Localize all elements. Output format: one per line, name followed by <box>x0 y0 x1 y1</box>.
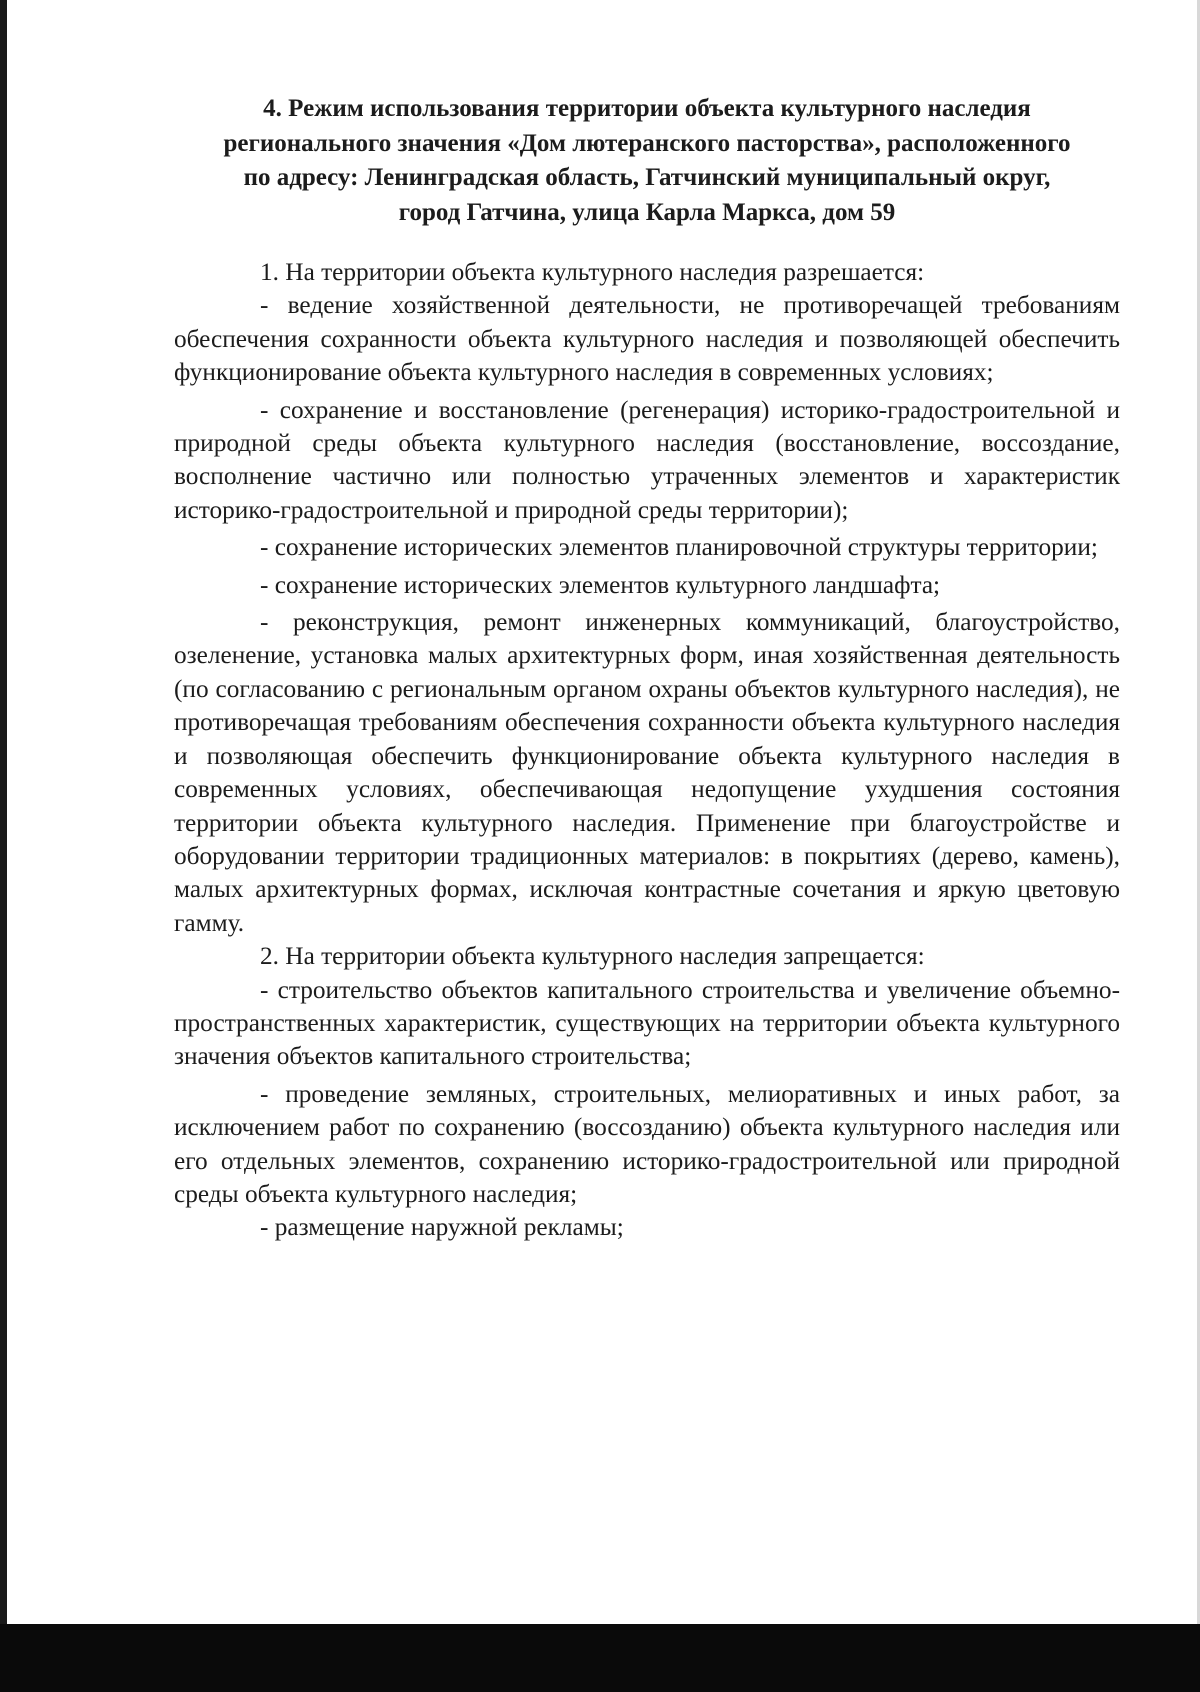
document-page <box>174 92 1120 1245</box>
section-1-item: - ведение хозяйственной деятельности, не противоречащей требованиям обеспечения сохранности объекта культурного наследия и позволяющей обеспечить функционирование объекта культурного наследия в современных условиях; <box>174 291 1120 387</box>
scan-border-bottom <box>0 1624 1200 1692</box>
section-2-item: - строительство объектов капитального строительства и увеличение объемно-пространственных характеристик, существующих на территории объекта культурного значения объектов капитального строительства; <box>174 975 1120 1071</box>
document-heading <box>174 92 1120 230</box>
section-1-title: 1. На территории объекта культурного наследия разрешается: <box>260 258 925 286</box>
scan-border-left <box>0 0 7 1692</box>
section-1-item: - сохранение и восстановление (регенерация) историко-градостроительной и природной среды объекта культурного наследия (восстановление, воссоздание, восполнение частично или полностью утраченных элементов и характеристик историко-градостроительной и природной среды территории); <box>174 395 1120 524</box>
document-body <box>174 256 1120 1245</box>
heading-line: город Гатчина, улица Карла Маркса, дом 59 <box>398 198 896 226</box>
heading-line: регионального значения «Дом лютеранского пасторства», расположенного <box>223 129 1071 157</box>
section-1-item: - реконструкция, ремонт инженерных коммуникаций, благоустройство, озеленение, установка малых архитектурных форм, иная хозяйственная деятельность (по согласованию с региональным органом охраны объектов культурного наследия), не противоречащая требованиям обеспечения сохранности объекта культурного наследия и позволяющая обеспечить функционирование объекта культурного наследия в современных условиях, обеспечивающая недопущение ухудшения состояния территории объекта культурного наследия. Применение при благоустройстве и оборудовании территории традиционных материалов: в покрытиях (дерево, камень), малых архитектурных формах, исключая контрастные сочетания и яркую цветовую гамму. <box>174 608 1120 937</box>
section-2-title: 2. На территории объекта культурного наследия запрещается: <box>260 942 925 971</box>
section-2-item: - размещение наружной рекламы; <box>260 1213 624 1242</box>
heading-line: 4. Режим использования территории объекта культурного наследия <box>263 95 1031 122</box>
section-1-item: - сохранение исторических элементов культурного ландшафта; <box>260 570 941 599</box>
section-1-item: - сохранение исторических элементов планировочной структуры территории; <box>260 533 1098 562</box>
section-2-item: - проведение земляных, строительных, мелиоративных и иных работ, за исключением работ по сохранению (воссозданию) объекта культурного наследия или его отдельных элементов, сохранению историко-градостроительной или природной среды объекта культурного наследия; <box>174 1079 1120 1208</box>
heading-line: по адресу: Ленинградская область, Гатчинский муниципальный округ, <box>243 164 1051 191</box>
